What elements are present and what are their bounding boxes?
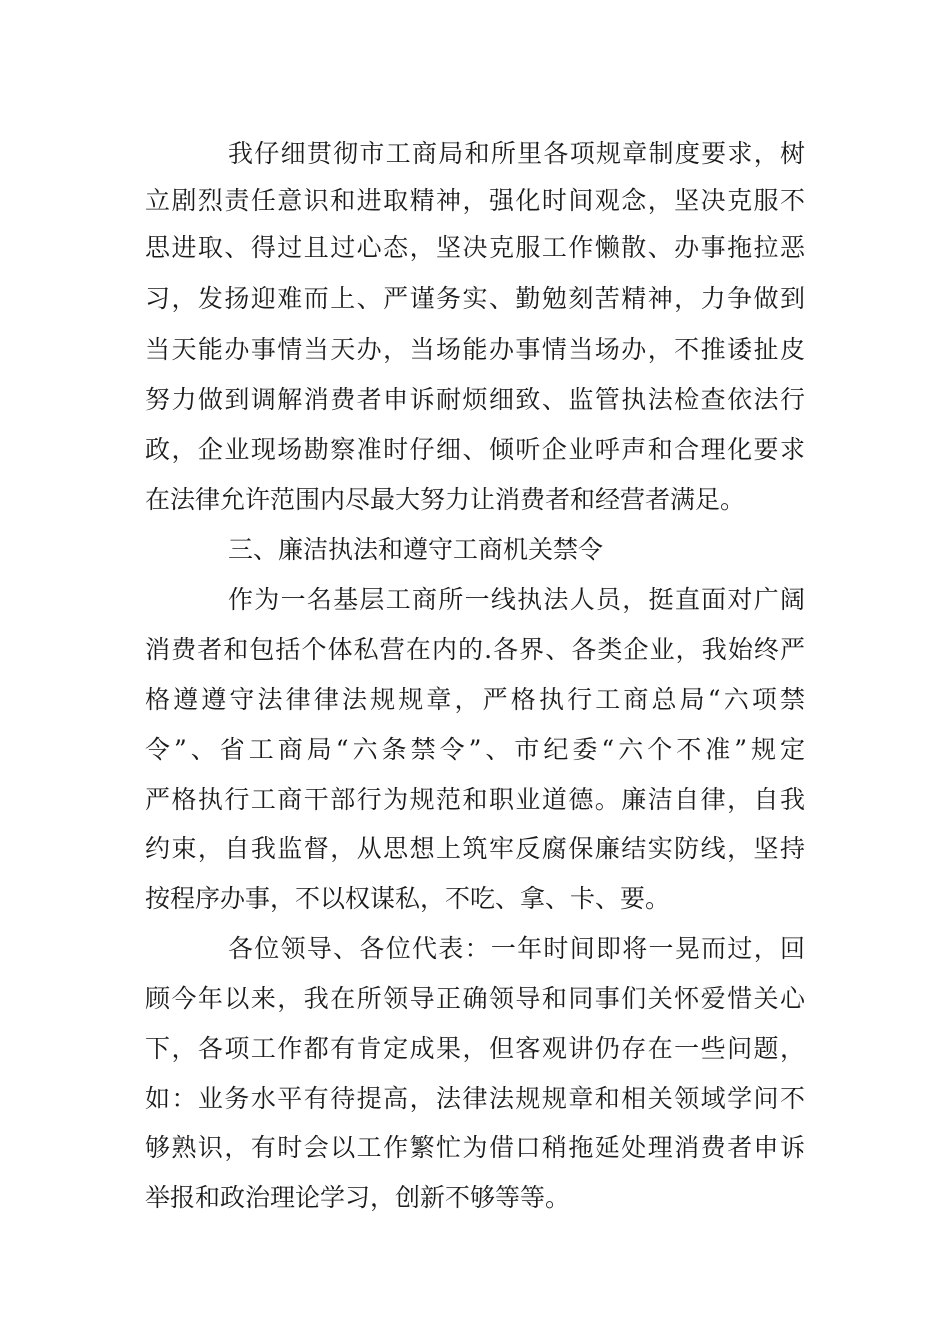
paragraph-3-line-1: 各位领导、各位代表：一年时间即将一晃而过，回 (228, 934, 805, 963)
paragraph-3-line-6: 举报和政治理论学习，创新不够等等。 (145, 1183, 571, 1212)
paragraph-3-line-4: 如：业务水平有待提高，法律法规规章和相关领域学问不 (145, 1084, 805, 1113)
paragraph-1-line-1: 我仔细贯彻市工商局和所里各项规章制度要求，树 (228, 139, 805, 168)
paragraph-2-line-4: 令”、省工商局“六条禁令”、市纪委“六个不准”规定 (145, 735, 805, 764)
paragraph-2-line-3: 格遵遵守法律律法规规章，严格执行工商总局“六项禁 (145, 685, 805, 714)
section-heading: 三、廉洁执法和遵守工商机关禁令 (228, 535, 604, 564)
paragraph-3-line-2: 顾今年以来，我在所领导正确领导和同事们关怀爱惜关心 (145, 984, 805, 1013)
paragraph-2-line-6: 约束，自我监督，从思想上筑牢反腐保廉结实防线，坚持 (145, 834, 805, 863)
paragraph-1-line-8: 在法律允许范围内尽最大努力让消费者和经营者满足。 (145, 485, 746, 514)
paragraph-1-line-3: 思进取、得过且过心态，坚决克服工作懒散、办事拖拉恶 (145, 233, 805, 262)
paragraph-1-line-6: 努力做到调解消费者申诉耐烦细致、监管执法检查依法行 (145, 385, 805, 414)
paragraph-2-line-1: 作为一名基层工商所一线执法人员，挺直面对广阔 (228, 585, 805, 614)
paragraph-2-line-7: 按程序办事，不以权谋私，不吃、拿、卡、要。 (145, 884, 671, 913)
paragraph-3-line-5: 够熟识，有时会以工作繁忙为借口稍拖延处理消费者申诉 (145, 1133, 805, 1162)
paragraph-2-line-5: 严格执行工商干部行为规范和职业道德。廉洁自律，自我 (145, 785, 805, 814)
paragraph-1-line-5: 当天能办事情当天办，当场能办事情当场办，不推诿扯皮 (145, 335, 805, 364)
paragraph-2-line-2: 消费者和包括个体私营在内的.各界、各类企业，我始终严 (145, 635, 805, 664)
paragraph-1-line-4: 习，发扬迎难而上、严谨务实、勤勉刻苦精神，力争做到 (145, 284, 805, 313)
paragraph-1-line-2: 立剧烈责任意识和进取精神，强化时间观念，坚决克服不 (145, 186, 805, 215)
paragraph-3-line-3: 下，各项工作都有肯定成果，但客观讲仍存在一些问题， (145, 1034, 805, 1063)
paragraph-1-line-7: 政，企业现场勘察准时仔细、倾听企业呼声和合理化要求 (145, 435, 805, 464)
